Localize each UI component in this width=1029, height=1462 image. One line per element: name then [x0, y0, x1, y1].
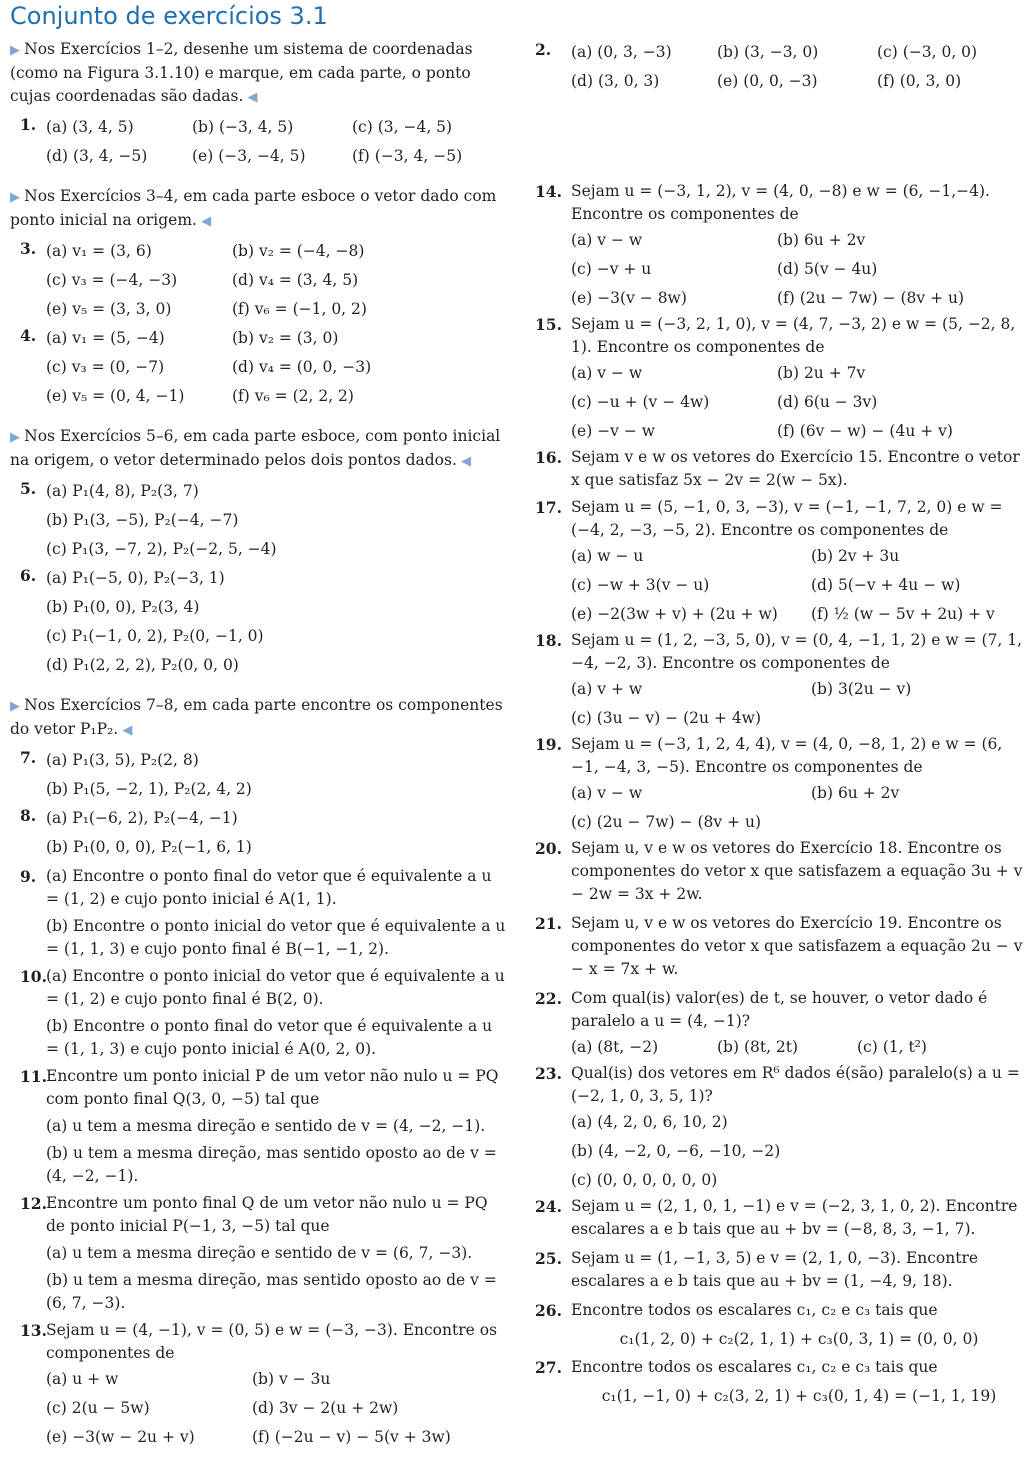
exercise-7: 7. (a) P₁(3, 5), P₂(2, 8) (b) P₁(5, −2, 1), P₂(2, 4, 2) [20, 748, 252, 798]
exercise-22: 22. Com qual(is) valor(es) de t, se houver, o vetor dado é paralelo a u = (4, −1)? (a) (8t, −2) (b) (8t, 2t) (c) (1, t²) [535, 989, 988, 1056]
exercise-17: 17. Sejam u = (5, −1, 0, 3, −3), v = (−1, −1, 7, 2, 0) e w = (−4, 2, −3, −5, 2). Encontre os componentes de (a) w − u (b) 2v + 3u (c) −w + 3(v − u) (d) 5(−v + 4u − w) (e) −2(3w + v) + (2u + w) (f) ½ (w − 5v + 2u) + v [535, 498, 1003, 623]
equation: c₁(1, −1, 0) + c₂(3, 2, 1) + c₃(0, 1, 4) = (−1, 1, 19) [601, 1387, 997, 1405]
right-column [535, 38, 1027, 1413]
exercise-20: 20. Sejam u, v e w os vetores do Exercício 18. Encontre os componentes do vetor x que satisfazem a equação 3u + v − 2w = 3x + 2w. [535, 839, 1023, 903]
exercise-19: 19. Sejam u = (−3, 1, 2, 4, 4), v = (4, 0, −8, 1, 2) e w = (6, −1, −4, 3, −5). Encontre os componentes de (a) v − w (b) 6u + 2v (c) (2u − 7w) − (8v + u) [535, 735, 1003, 831]
exercise-25: 25. Sejam u = (1, −1, 3, 5) e v = (2, 1, 0, −3). Encontre escalares a e b tais que au + bv = (1, −4, 9, 18). [535, 1249, 979, 1290]
exercise-23: 23. Qual(is) dos vetores em R⁶ dados é(são) paralelo(s) a u = (−2, 1, 0, 3, 5, 1)? (a) (4, 2, 0, 6, 10, 2) (b) (4, −2, 0, −6, −10, −2) (c) (0, 0, 0, 0, 0, 0) [535, 1064, 1020, 1189]
exercise-9: 9. (a) Encontre o ponto final do vetor que é equivalente a u = (1, 2) e cujo ponto inicial é A(1, 1). (b) Encontre o ponto inicial do vetor que é equivalente a u = (1, 1, 3) e cujo ponto final é B(−1, −1, 2). [20, 867, 506, 958]
exercise-4: 4. (a) v₁ = (5, −4) (b) v₂ = (3, 0) (c) v₃ = (0, −7) (d) v₄ = (0, 0, −3) (e) v₅ = (0, 4, −1) (f) v₆ = (2, 2, 2) [20, 326, 372, 405]
exercise-21: 21. Sejam u, v e w os vetores do Exercício 19. Encontre os componentes do vetor x que satisfazem a equação 2u − v − x = 7x + w. [535, 914, 1023, 978]
triangle-icon: ▶ [10, 43, 25, 58]
exercise-27: 27. Encontre todos os escalares c₁, c₂ e c₃ tais que c₁(1, −1, 0) + c₂(3, 2, 1) + c₃(0, 1, 4) = (−1, 1, 19) [535, 1356, 1027, 1413]
exercise-24: 24. Sejam u = (2, 1, 0, 1, −1) e v = (−2, 3, 1, 0, 2). Encontre escalares a e b tais que au + bv = (−8, 8, 3, −1, 7). [535, 1197, 1018, 1238]
exercise-13: 13. Sejam u = (4, −1), v = (0, 5) e w = (−3, −3). Encontre os componentes de (a) u + w (b) v − 3u (c) 2(u − 5w) (d) 3v − 2(u + 2w) (e) −3(w − 2u + v) (f) (−2u − v) − 5(v + 3w) [20, 1321, 498, 1446]
exercise-16: 16. Sejam v e w os vetores do Exercício 15. Encontre o vetor x que satisfaz 5x − 2v = 2(w − 5x). [535, 448, 1020, 489]
triangle-icon: ▶ [10, 430, 25, 445]
exercise-5: 5. (a) P₁(4, 8), P₂(3, 7) (b) P₁(3, −5), P₂(−4, −7) (c) P₁(3, −7, 2), P₂(−2, 5, −4) [20, 479, 277, 558]
triangle-left-icon: ◀ [456, 454, 472, 469]
exercise-2: 2. (a) (0, 3, −3) (b) (3, −3, 0) (c) (−3, 0, 0) (d) (3, 0, 3) (e) (0, 0, −3) (f) (0, 3, 0) [535, 40, 978, 90]
exercise-12: 12. Encontre um ponto final Q de um vetor não nulo u = PQ de ponto inicial P(−1, 3, −5) tal que (a) u tem a mesma direção e sentido de v = (6, 7, −3). (b) u tem a mesma direção, mas sentido oposto ao de v = (6, 7, −3). [20, 1194, 497, 1312]
exercise-11: 11. Encontre um ponto inicial P de um vetor não nulo u = PQ com ponto final Q(3, 0, −5) tal que (a) u tem a mesma direção e sentido de v = (4, −2, −1). (b) u tem a mesma direção, mas sentido oposto ao de v = (4, −2, −1). [20, 1067, 499, 1185]
exercise-10: 10. (a) Encontre o ponto inicial do vetor que é equivalente a u = (1, 2) e cujo ponto final é B(2, 0). (b) Encontre o ponto final do vetor que é equivalente a u = (1, 1, 3) e cujo ponto inicial é A(0, 2, 0). [20, 967, 505, 1058]
page-title: Conjunto de exercícios 3.1 [10, 2, 328, 30]
triangle-left-icon: ◀ [196, 214, 212, 229]
exercise-15: 15. Sejam u = (−3, 2, 1, 0), v = (4, 7, −3, 2) e w = (5, −2, 8, 1). Encontre os componentes de (a) v − w (b) 2u + 7v (c) −u + (v − 4w) (d) 6(u − 3v) (e) −v − w (f) (6v − w) − (4u + v) [535, 315, 1016, 440]
exercise-1: 1. (a) (3, 4, 5) (b) (−3, 4, 5) (c) (3, −4, 5) (d) (3, 4, −5) (e) (−3, −4, 5) (f) (−3, 4, −5) [20, 115, 463, 165]
intro-5-6: ▶ Nos Exercícios 5–6, em cada parte esboce, com ponto inicial na origem, o vetor determinado pelos dois pontos dados. ◀ [10, 427, 501, 469]
triangle-icon: ▶ [10, 190, 25, 205]
exercise-26: 26. Encontre todos os escalares c₁, c₂ e c₃ tais que c₁(1, 2, 0) + c₂(2, 1, 1) + c₃(0, 3, 1) = (0, 0, 0) [535, 1299, 1027, 1356]
triangle-icon: ▶ [10, 699, 25, 714]
intro-7-8: ▶ Nos Exercícios 7–8, em cada parte encontre os componentes do vetor P₁P₂. ◀ [10, 696, 503, 738]
exercise-6: 6. (a) P₁(−5, 0), P₂(−3, 1) (b) P₁(0, 0), P₂(3, 4) (c) P₁(−1, 0, 2), P₂(0, −1, 0) (d) P₁(2, 2, 2), P₂(0, 0, 0) [20, 566, 264, 674]
intro-1-2: ▶ Nos Exercícios 1–2, desenhe um sistema de coordenadas (como na Figura 3.1.10) e marque, em cada parte, o ponto cujas coordenadas são dadas. ◀ [10, 40, 473, 105]
equation: c₁(1, 2, 0) + c₂(2, 1, 1) + c₃(0, 3, 1) = (0, 0, 0) [619, 1330, 979, 1348]
triangle-left-icon: ◀ [243, 90, 258, 105]
triangle-left-icon: ◀ [118, 723, 133, 738]
exercise-18: 18. Sejam u = (1, 2, −3, 5, 0), v = (0, 4, −1, 1, 2) e w = (7, 1, −4, −2, 3). Encontre os componentes de (a) v + w (b) 3(2u − v) (c) (3u − v) − (2u + 4w) [535, 631, 1023, 727]
intro-3-4: ▶ Nos Exercícios 3–4, em cada parte esboce o vetor dado com ponto inicial na origem. ◀ [10, 187, 497, 229]
exercise-8: 8. (a) P₁(−6, 2), P₂(−4, −1) (b) P₁(0, 0, 0), P₂(−1, 6, 1) [20, 806, 252, 856]
exercise-14: 14. Sejam u = (−3, 1, 2), v = (4, 0, −8) e w = (6, −1,−4). Encontre os componentes de (a) v − w (b) 6u + 2v (c) −v + u (d) 5(v − 4u) (e) −3(v − 8w) (f) (2u − 7w) − (8v + u) [535, 182, 990, 307]
left-column [10, 38, 508, 1452]
exercise-3: 3. (a) v₁ = (3, 6) (b) v₂ = (−4, −8) (c) v₃ = (−4, −3) (d) v₄ = (3, 4, 5) (e) v₅ = (3, 3, 0) (f) v₆ = (−1, 0, 2) [20, 239, 367, 318]
